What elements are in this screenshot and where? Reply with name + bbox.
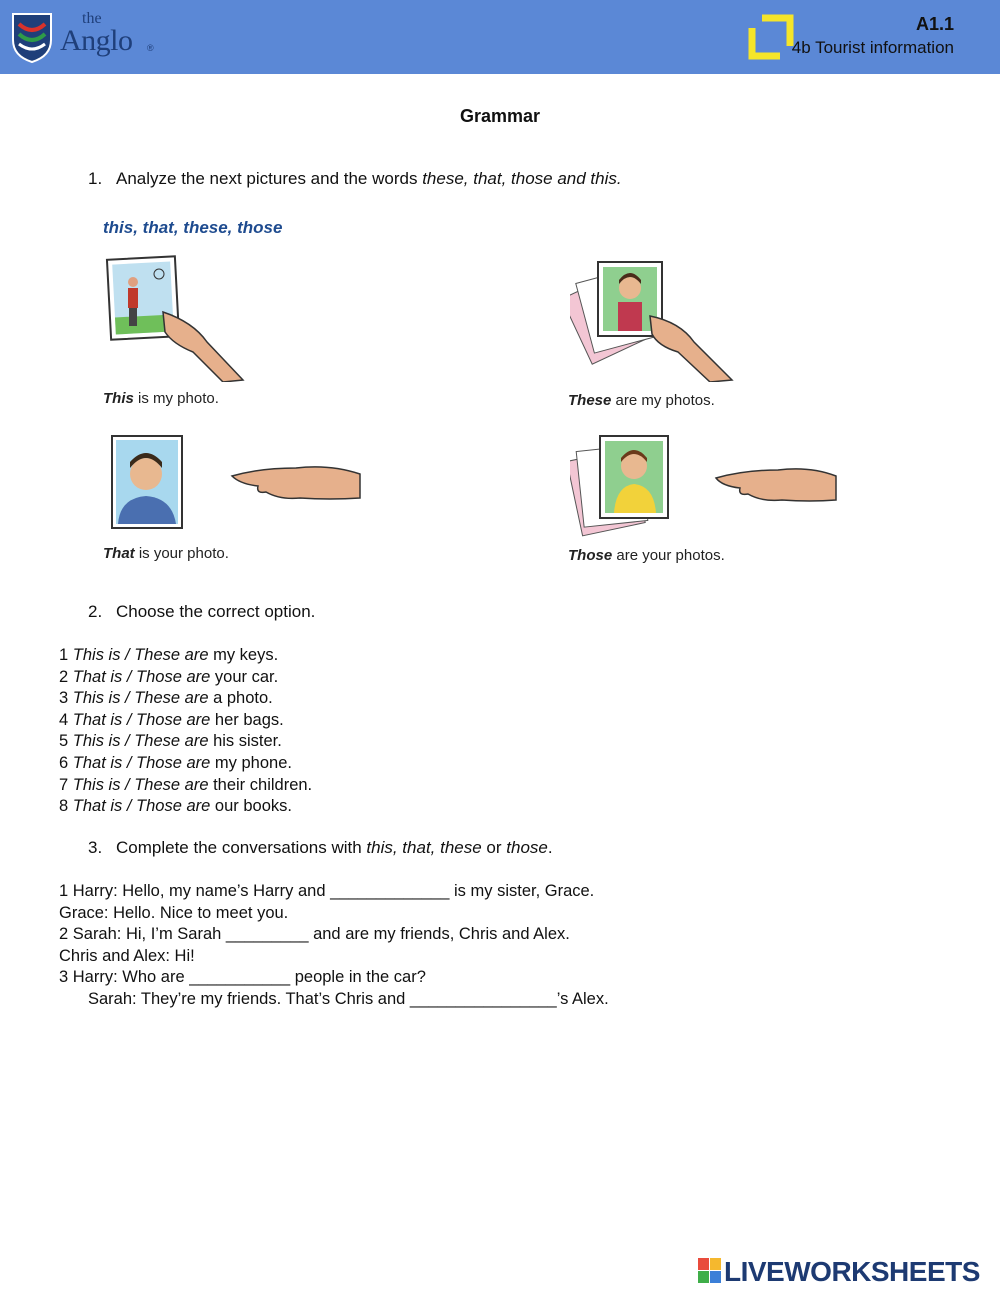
caption-keyword: That [103, 545, 135, 562]
caption-text: are your photos. [612, 547, 725, 564]
caption-that [103, 545, 229, 562]
instruction-italic: those [506, 838, 548, 857]
choice-list [59, 645, 312, 818]
item-option[interactable]: That is / Those are [72, 710, 211, 729]
item-number: 8 [59, 797, 69, 816]
item-text: her bags. [210, 710, 284, 729]
figure-heading: this, that, these, those [103, 218, 283, 237]
caption-this [103, 390, 219, 407]
list-item [59, 710, 312, 732]
logo-name-text: Anglo [60, 24, 133, 57]
item-number: 1 [59, 646, 69, 664]
list-item [59, 667, 312, 689]
instruction-3 [88, 838, 553, 858]
logo-registered-mark: ® [147, 43, 154, 53]
item-option[interactable]: This is / These are [72, 689, 209, 708]
item-option[interactable]: That is / Those are [72, 667, 211, 686]
conversation-line[interactable]: 3 Harry: Who are ___________ people in the car? [59, 968, 426, 987]
shield-crest-icon [10, 10, 54, 64]
liveworksheets-logo [698, 1256, 998, 1286]
instruction-2 [88, 602, 315, 622]
item-number: 3 [59, 689, 69, 708]
item-number: 6 [59, 753, 69, 772]
item-text: my keys. [208, 646, 279, 664]
yellow-bracket-icon [748, 14, 794, 60]
instruction-number: 2. [88, 602, 103, 621]
liveworksheets-text: LIVEWORKSHEETS [724, 1256, 980, 1287]
caption-text: are my photos. [611, 392, 715, 409]
level-label: A1.1 [915, 14, 954, 34]
item-number: 4 [59, 710, 69, 729]
logo-the-text: the [82, 10, 102, 27]
conversation-list [59, 881, 609, 1011]
item-text: our books. [210, 797, 292, 816]
list-item [59, 688, 312, 710]
item-text: my phone. [210, 753, 292, 772]
anglo-logo [10, 8, 160, 68]
instruction-text: or [481, 838, 507, 857]
multiple-photos-pointing-illustration [570, 434, 840, 544]
instruction-1 [88, 169, 622, 189]
item-option[interactable]: That is / Those are [72, 753, 211, 772]
instruction-text: Analyze the next pictures and the words [116, 169, 423, 188]
conversation-line: Chris and Alex: Hi! [59, 946, 195, 965]
single-photo-pointing-illustration [110, 434, 380, 534]
instruction-italic: this, that, these [366, 838, 482, 857]
caption-keyword: Those [568, 547, 613, 564]
item-number: 2 [59, 667, 69, 686]
caption-keyword: This [103, 390, 134, 407]
item-option[interactable]: This is / These are [72, 732, 209, 751]
list-item [59, 775, 312, 797]
item-text: his sister. [208, 732, 282, 751]
item-text: your car. [210, 667, 279, 686]
conversation-line[interactable]: Sarah: They’re my friends. That’s Chris and ________________’s Alex. [88, 989, 609, 1008]
single-photo-hand-illustration [103, 252, 253, 382]
demonstratives-figure [98, 212, 858, 582]
page-title: Grammar [459, 106, 541, 126]
instruction-number: 3. [88, 838, 103, 857]
item-text: their children. [208, 775, 313, 794]
unit-label: 4b Tourist information [791, 38, 954, 57]
item-option[interactable]: This is / These are [72, 775, 209, 794]
item-option[interactable]: This is / These are [72, 646, 209, 664]
list-item [59, 731, 312, 753]
instruction-text: Complete the conversations with [116, 838, 367, 857]
item-number: 7 [59, 775, 69, 794]
conversation-line: Grace: Hello. Nice to meet you. [59, 903, 289, 922]
instruction-text: . [547, 838, 553, 857]
instruction-italic: these, that, those and this. [422, 169, 622, 188]
liveworksheets-blocks-icon [698, 1258, 722, 1284]
instruction-text: Choose the correct option. [116, 602, 316, 621]
caption-text: is your photo. [134, 545, 229, 562]
caption-those [568, 547, 725, 564]
caption-keyword: These [568, 392, 612, 409]
item-option[interactable]: That is / Those are [72, 797, 211, 816]
conversation-line[interactable]: 2 Sarah: Hi, I’m Sarah _________ and are my friends, Chris and Alex. [59, 925, 570, 944]
list-item [59, 645, 312, 667]
item-number: 5 [59, 732, 69, 751]
list-item [59, 796, 312, 818]
caption-these [568, 392, 715, 409]
multiple-photos-hand-illustration [570, 252, 740, 382]
list-item [59, 753, 312, 775]
conversation-line[interactable]: 1 Harry: Hello, my name’s Harry and _____________ is my sister, Grace. [59, 882, 595, 900]
caption-text: is my photo. [133, 390, 219, 407]
item-text: a photo. [208, 689, 273, 708]
instruction-number: 1. [88, 169, 103, 188]
header-bar [0, 0, 1000, 74]
